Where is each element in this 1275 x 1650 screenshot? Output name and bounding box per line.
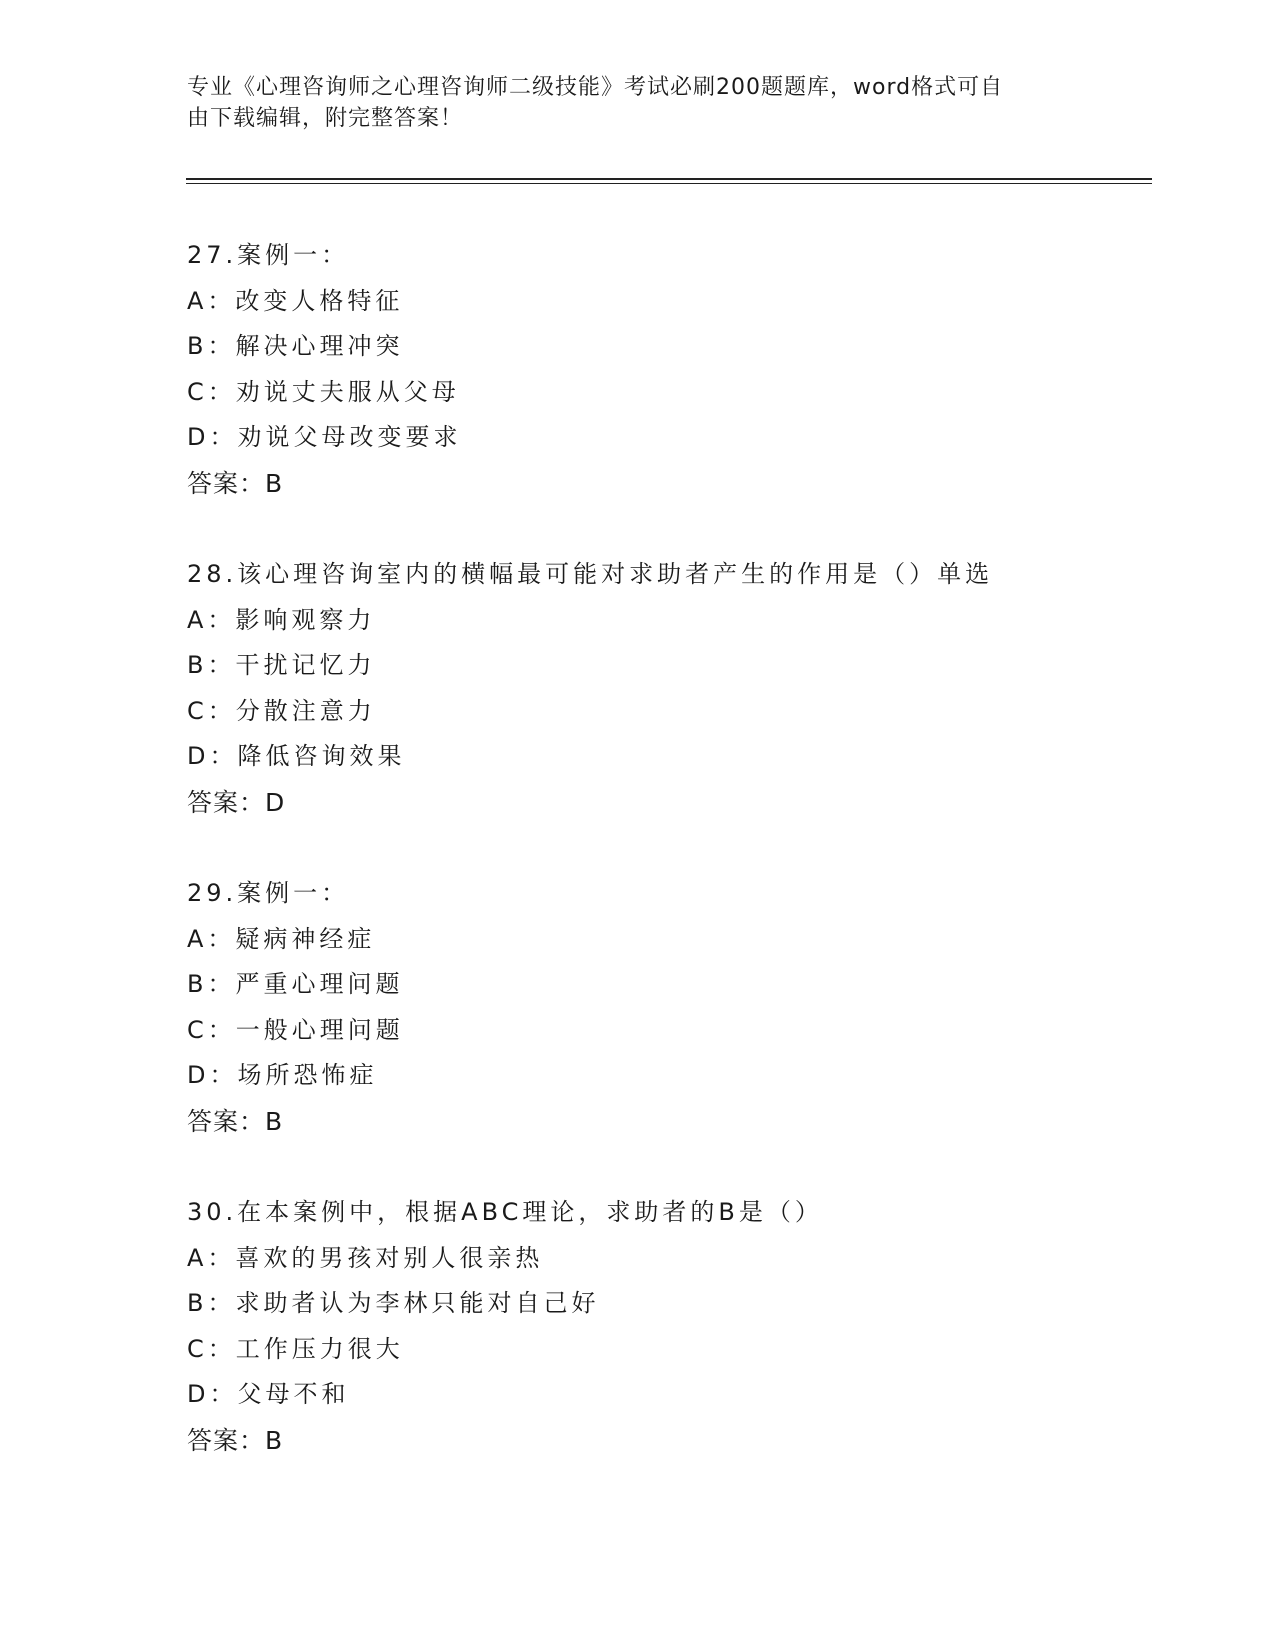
option-d: D：场所恐怖症 <box>187 1061 378 1089</box>
option-d: D：降低咨询效果 <box>187 742 406 770</box>
document-header <box>187 72 1077 134</box>
option-a: A：影响观察力 <box>187 605 376 634</box>
question-28 <box>187 552 1147 825</box>
option-c: C：工作压力很大 <box>187 1334 404 1363</box>
header-divider <box>186 178 1152 184</box>
option-b: B：严重心理问题 <box>187 970 404 998</box>
option-c: C：分散注意力 <box>187 696 376 725</box>
answer-text: 答案：D <box>187 787 286 817</box>
option-b: B：干扰记忆力 <box>187 651 376 679</box>
question-list <box>187 233 1147 1509</box>
option-b: B：解决心理冲突 <box>187 332 404 360</box>
option-c: C：一般心理问题 <box>187 1015 404 1044</box>
answer-text: 答案：B <box>187 1106 284 1136</box>
header-line-1: 专业《心理咨询师之心理咨询师二级技能》考试必刷200题题库，word格式可自 <box>187 75 1004 100</box>
option-a: A：喜欢的男孩对别人很亲热 <box>187 1243 544 1272</box>
question-stem: 28.该心理咨询室内的横幅最可能对求助者产生的作用是（）单选 <box>187 560 994 588</box>
question-29 <box>187 871 1147 1144</box>
question-30 <box>187 1190 1147 1463</box>
question-stem: 29.案例一： <box>187 879 350 907</box>
option-b: B：求助者认为李林只能对自己好 <box>187 1289 600 1317</box>
option-a: A：改变人格特征 <box>187 286 404 315</box>
option-a: A：疑病神经症 <box>187 924 376 953</box>
question-stem: 27.案例一： <box>187 241 350 269</box>
header-line-2: 由下载编辑，附完整答案！ <box>187 106 464 131</box>
question-stem: 30.在本案例中，根据ABC理论，求助者的B是（） <box>187 1198 823 1226</box>
option-c: C：劝说丈夫服从父母 <box>187 377 460 406</box>
answer-text: 答案：B <box>187 1425 284 1455</box>
answer-text: 答案：B <box>187 468 284 498</box>
question-27 <box>187 233 1147 506</box>
option-d: D：父母不和 <box>187 1380 350 1408</box>
option-d: D：劝说父母改变要求 <box>187 423 462 451</box>
